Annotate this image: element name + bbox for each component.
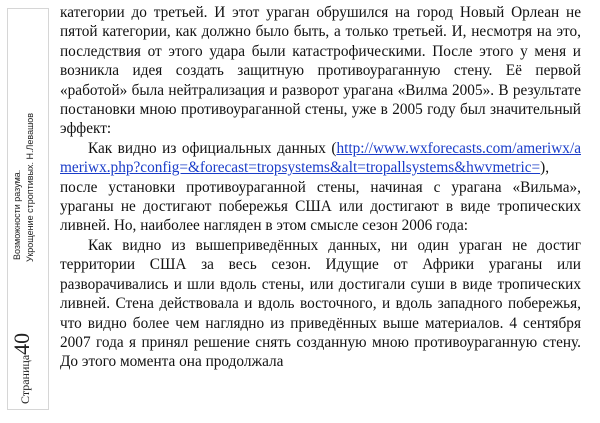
paragraph-2 xyxy=(60,139,581,236)
page-number-block xyxy=(11,333,34,404)
book-title: Возможности разума. xyxy=(12,169,22,260)
page-number: 40 xyxy=(9,332,34,355)
page-body xyxy=(60,3,581,372)
page-label: Страница xyxy=(18,354,32,404)
paragraph-3: Как видно из вышеприведённых данных, ни один ураган не достиг территории США за весь сезон. Идущие от Африки ураганы или разворачивались и шли вдоль стены, или достигали суши в виде тропических ливней. Стена действовала и вдоль восточного, и вдоль западного побережья, что видно более чем наглядно из приведённых выше материалов. 4 сентября 2007 года я принял решение снять созданную мною противоураганную стену. До этого момента она продолжала xyxy=(60,236,581,371)
book-subtitle: Укрощение строптивых. Н.Левашов xyxy=(25,112,35,262)
paragraph-2-start: Как видно из официальных данных ( xyxy=(88,139,337,157)
paragraph-2-end: ), после установки противоураганной стены, начиная с урагана «Вильма», ураганы не достигают побережья США или достигают в виде тропических ливней. Но, наиболее нагляден в этом смысле сезон 2006 года: xyxy=(60,159,581,235)
forecast-link[interactable]: http://www.wxforecasts.com/ameriwx/ameriwx.php?config=&forecast=tropsystems&alt=tropallsystems&hwvmetric= xyxy=(60,139,581,177)
paragraph-1: категории до третьей. И этот ураган обрушился на город Новый Орлеан не пятой категории, как должно было быть, а только третьей. И, несмотря на это, последствия от этого удара были катастрофическими. После этого у меня и возникла идея создать защитную противоураганную стену. Её первой «работой» была нейтрализация и разворот урагана «Вилма 2005». В результате постановки мною противоураганной стены, уже в 2005 году был значительный эффект: xyxy=(60,4,581,138)
